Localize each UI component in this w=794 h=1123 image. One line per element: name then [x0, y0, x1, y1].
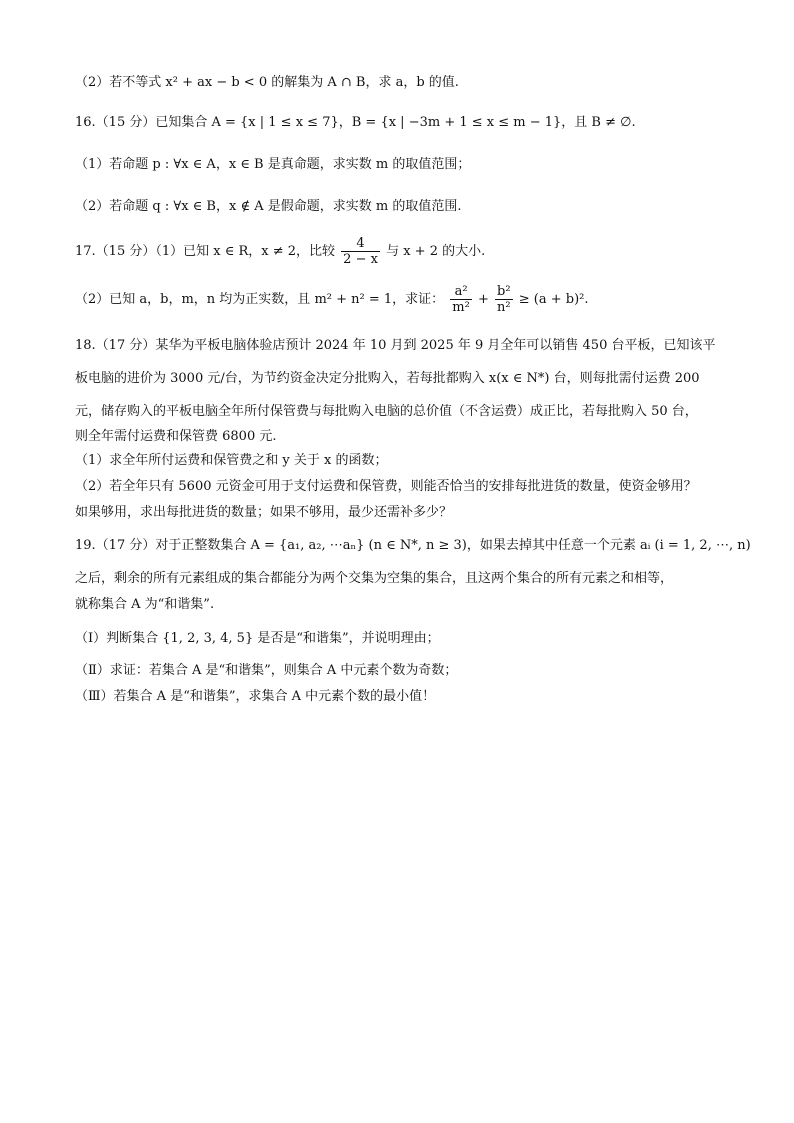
q18-line3: 元，储存购入的平板电脑全年所付保管费与每批购入电脑的总价值（不含运费）成正比，若每批购入 50 台，	[75, 404, 698, 419]
q17-part1	[75, 232, 485, 272]
q18-line2: 板电脑的进价为 3000 元/台，为节约资金决定分批购入，若每批都购入 x(x ∈ N*) 台，则每批需付运费 200	[75, 371, 700, 386]
fraction-4-over-2-minus-x	[341, 237, 380, 266]
q16-stem: 16.（15 分）已知集合 A = {x | 1 ≤ x ≤ 7}，B = {x | −3m + 1 ≤ x ≤ m − 1}，且 B ≠ ∅.	[75, 115, 636, 130]
fraction-denominator: m²	[452, 300, 470, 315]
q17-part2-text-b: ≥ (a + b)².	[518, 292, 589, 307]
plus-sign: +	[477, 292, 489, 307]
q18-line4: 则全年需付运费和保管费 6800 元.	[75, 429, 277, 444]
q17-part1-text-b: 与 x + 2 的大小.	[386, 244, 486, 259]
fraction-denominator: 2 − x	[343, 252, 378, 267]
q17-part2-text-a: （2）已知 a，b，m，n 均为正实数，且 m² + n² = 1，求证：	[75, 292, 445, 307]
q19-part1: （Ⅰ）判断集合 {1, 2, 3, 4, 5} 是否是“和谐集”，并说明理由；	[75, 631, 440, 646]
q18-line1: 18.（17 分）某华为平板电脑体验店预计 2024 年 10 月到 2025 年 9 月全年可以销售 450 台平板，已知该平	[75, 338, 716, 353]
q16-part2: （2）若命题 q : ∀x ∈ B，x ∉ A 是假命题，求实数 m 的取值范围.	[75, 199, 462, 214]
q18-part2-cont: 如果够用，求出每批进货的数量；如果不够用，最少还需补多少？	[75, 505, 453, 520]
q19-stem-line2: 之后，剩余的所有元素组成的集合都能分为两个交集为空集的集合，且这两个集合的所有元素之和相等，	[75, 571, 674, 586]
q19-stem-line1: 19.（17 分）对于正整数集合 A = {a₁, a₂, ⋯aₙ} (n ∈ N*, n ≥ 3)，如果去掉其中任意一个元素 aᵢ (i = 1, 2, ⋯, n)	[75, 538, 751, 553]
q17-part1-text-a: 17.（15 分）（1）已知 x ∈ R，x ≠ 2，比较	[75, 244, 336, 259]
q15-part2: （2）若不等式 x² + ax − b < 0 的解集为 A ∩ B，求 a，b 的值.	[75, 75, 459, 90]
fraction-numerator: a²	[450, 285, 472, 300]
q19-part3: （Ⅲ）若集合 A 是“和谐集”，求集合 A 中元素个数的最小值！	[75, 689, 436, 704]
fraction-a2-over-m2	[450, 285, 472, 314]
q19-stem-line3: 就称集合 A 为“和谐集”.	[75, 597, 215, 612]
q18-part2: （2）若全年只有 5600 元资金可用于支付运费和保管费，则能否恰当的安排每批进货的数量，使资金够用？	[75, 479, 697, 494]
fraction-numerator: b²	[495, 285, 513, 300]
fraction-b2-over-n2	[495, 285, 513, 314]
fraction-numerator: 4	[341, 237, 380, 252]
q17-part2	[75, 280, 589, 320]
q16-part1: （1）若命题 p : ∀x ∈ A，x ∈ B 是真命题，求实数 m 的取值范围；	[75, 157, 471, 172]
q18-part1: （1）求全年所付运费和保管费之和 y 关于 x 的函数；	[75, 453, 388, 468]
fraction-denominator: n²	[497, 300, 511, 315]
q19-part2: （Ⅱ）求证：若集合 A 是“和谐集”，则集合 A 中元素个数为奇数；	[75, 663, 458, 678]
